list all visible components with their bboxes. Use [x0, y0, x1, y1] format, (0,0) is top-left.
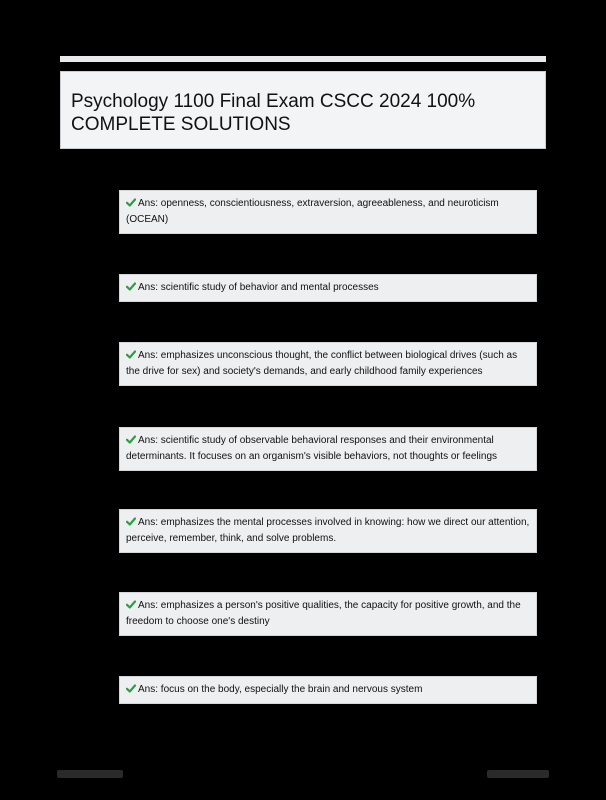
answer-text: Ans: scientific study of observable behavioral responses and their environmental determinants. It focuses on an organism's visible behaviors, not thoughts or feelings: [126, 435, 498, 462]
answer-box-6: [119, 592, 537, 636]
top-rule: [60, 56, 546, 62]
answer-text: Ans: emphasizes the mental processes involved in knowing: how we direct our attention, perceive, remember, think, and solve problems.: [126, 517, 530, 544]
check-icon: [126, 350, 136, 359]
check-icon: [126, 282, 136, 291]
answer-box-5: [119, 509, 537, 553]
check-icon: [126, 517, 136, 526]
answer-box-1: [119, 190, 537, 234]
check-icon: [126, 435, 136, 444]
check-icon: [126, 684, 136, 693]
answer-text: Ans: scientific study of behavior and mental processes: [138, 282, 379, 293]
check-icon: [126, 198, 136, 207]
answer-box-7: [119, 676, 537, 704]
answer-text: Ans: openness, conscientiousness, extraversion, agreeableness, and neuroticism (OCEAN): [126, 198, 499, 225]
answer-box-4: [119, 427, 537, 471]
answer-text: Ans: focus on the body, especially the brain and nervous system: [138, 684, 423, 695]
page-title-line-2: COMPLETE SOLUTIONS: [71, 114, 291, 135]
footer-left-redacted: [57, 770, 123, 778]
check-icon: [126, 600, 136, 609]
answer-box-3: [119, 342, 537, 386]
answer-text: Ans: emphasizes unconscious thought, the conflict between biological drives (such as the drive for sex) and society's demands, and early childhood family experiences: [126, 350, 518, 377]
page-title: [60, 71, 546, 149]
footer-right-redacted: [487, 770, 549, 778]
page-title-line-1: Psychology 1100 Final Exam CSCC 2024 100%: [71, 91, 476, 112]
answer-text: Ans: emphasizes a person's positive qualities, the capacity for positive growth, and the freedom to choose one's destiny: [126, 600, 521, 627]
answer-box-2: [119, 274, 537, 302]
